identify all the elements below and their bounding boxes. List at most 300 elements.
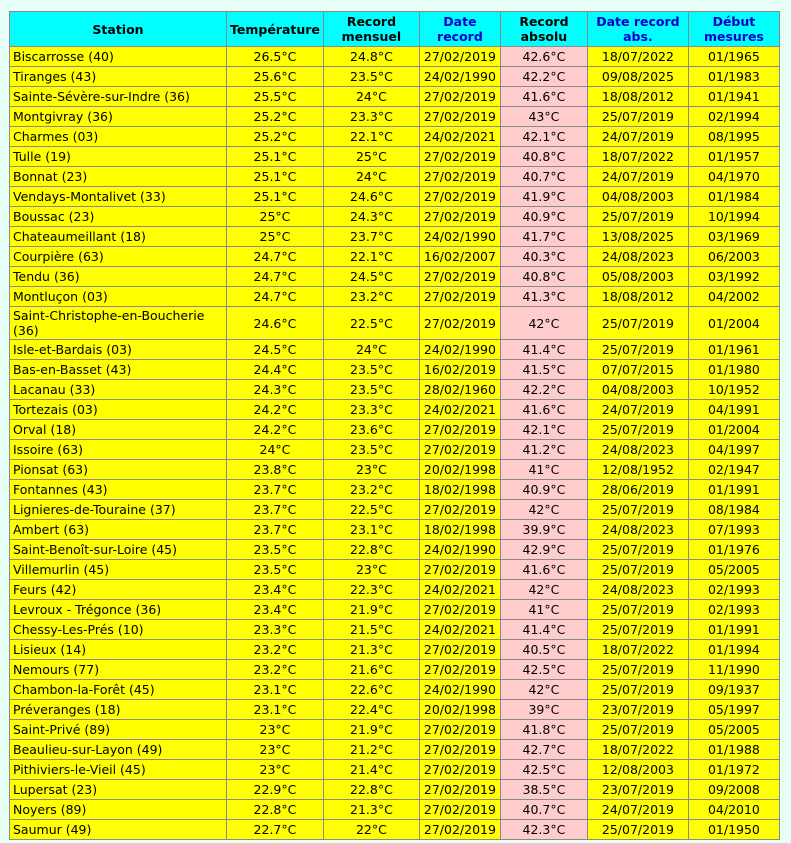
table-row: [10, 620, 780, 640]
cell-record-mensuel: 23.3°C: [323, 107, 419, 127]
cell-station: Montluçon (03): [10, 287, 227, 307]
cell-record-absolu: 42.2°C: [500, 67, 587, 87]
cell-record-mensuel: 24.5°C: [323, 267, 419, 287]
cell-date-record: 24/02/2021: [419, 580, 500, 600]
cell-temperature: 23.5°C: [227, 540, 324, 560]
cell-date-record: 18/02/1998: [419, 480, 500, 500]
cell-debut-mesures: 03/1969: [688, 227, 779, 247]
cell-record-mensuel: 21.9°C: [323, 600, 419, 620]
cell-date-record: 27/02/2019: [419, 660, 500, 680]
cell-date-record: 16/02/2019: [419, 360, 500, 380]
cell-record-absolu: 39°C: [500, 700, 587, 720]
cell-temperature: 23.7°C: [227, 480, 324, 500]
cell-record-mensuel: 23.2°C: [323, 480, 419, 500]
cell-debut-mesures: 02/1993: [688, 580, 779, 600]
cell-debut-mesures: 01/1994: [688, 640, 779, 660]
table-row: [10, 600, 780, 620]
table-body: [10, 47, 780, 840]
cell-date-record: 27/02/2019: [419, 187, 500, 207]
cell-record-absolu: 41°C: [500, 600, 587, 620]
cell-record-mensuel: 23°C: [323, 460, 419, 480]
header-record-absolu[interactable]: Record absolu: [500, 12, 587, 47]
cell-date-record-abs: 25/07/2019: [587, 420, 688, 440]
cell-record-mensuel: 23.5°C: [323, 380, 419, 400]
cell-temperature: 24.7°C: [227, 247, 324, 267]
cell-date-record-abs: 05/08/2003: [587, 267, 688, 287]
cell-debut-mesures: 06/2003: [688, 247, 779, 267]
table-header-row: [10, 12, 780, 47]
cell-temperature: 23°C: [227, 760, 324, 780]
cell-debut-mesures: 01/1984: [688, 187, 779, 207]
cell-temperature: 24.3°C: [227, 380, 324, 400]
table-row: [10, 287, 780, 307]
cell-record-mensuel: 21.2°C: [323, 740, 419, 760]
cell-temperature: 24.2°C: [227, 400, 324, 420]
cell-date-record-abs: 09/08/2025: [587, 67, 688, 87]
cell-debut-mesures: 09/1937: [688, 680, 779, 700]
header-temperature[interactable]: Température: [227, 12, 324, 47]
cell-date-record-abs: 24/07/2019: [587, 127, 688, 147]
cell-record-mensuel: 21.3°C: [323, 800, 419, 820]
cell-date-record: 27/02/2019: [419, 167, 500, 187]
cell-temperature: 23.2°C: [227, 640, 324, 660]
cell-date-record-abs: 24/08/2023: [587, 440, 688, 460]
cell-date-record: 27/02/2019: [419, 800, 500, 820]
cell-date-record-abs: 23/07/2019: [587, 700, 688, 720]
cell-temperature: 22.9°C: [227, 780, 324, 800]
cell-debut-mesures: 10/1994: [688, 207, 779, 227]
cell-date-record: 24/02/1990: [419, 340, 500, 360]
cell-date-record: 27/02/2019: [419, 500, 500, 520]
cell-record-mensuel: 22°C: [323, 820, 419, 840]
cell-date-record-abs: 24/08/2023: [587, 520, 688, 540]
cell-record-mensuel: 22.5°C: [323, 500, 419, 520]
cell-record-mensuel: 24.8°C: [323, 47, 419, 67]
cell-date-record-abs: 25/07/2019: [587, 660, 688, 680]
cell-debut-mesures: 02/1993: [688, 600, 779, 620]
cell-station: Pithiviers-le-Vieil (45): [10, 760, 227, 780]
cell-temperature: 23.3°C: [227, 620, 324, 640]
cell-date-record-abs: 24/07/2019: [587, 167, 688, 187]
cell-temperature: 23°C: [227, 720, 324, 740]
cell-record-absolu: 41.5°C: [500, 360, 587, 380]
cell-record-mensuel: 25°C: [323, 147, 419, 167]
cell-date-record: 27/02/2019: [419, 740, 500, 760]
cell-date-record: 24/02/1990: [419, 540, 500, 560]
cell-date-record-abs: 23/07/2019: [587, 780, 688, 800]
table-row: [10, 520, 780, 540]
cell-temperature: 23.2°C: [227, 660, 324, 680]
table-row: [10, 660, 780, 680]
table-row: [10, 500, 780, 520]
cell-station: Lupersat (23): [10, 780, 227, 800]
header-date-record[interactable]: Date record: [419, 12, 500, 47]
table-row: [10, 780, 780, 800]
cell-date-record-abs: 28/06/2019: [587, 480, 688, 500]
cell-record-absolu: 41.7°C: [500, 227, 587, 247]
cell-debut-mesures: 09/2008: [688, 780, 779, 800]
cell-record-absolu: 43°C: [500, 107, 587, 127]
cell-record-absolu: 41.6°C: [500, 400, 587, 420]
cell-date-record: 27/02/2019: [419, 440, 500, 460]
cell-debut-mesures: 01/1976: [688, 540, 779, 560]
cell-date-record-abs: 24/08/2023: [587, 580, 688, 600]
cell-debut-mesures: 08/1984: [688, 500, 779, 520]
cell-record-mensuel: 22.8°C: [323, 540, 419, 560]
cell-record-absolu: 42°C: [500, 307, 587, 340]
cell-record-absolu: 41.6°C: [500, 560, 587, 580]
table-row: [10, 267, 780, 287]
cell-station: Boussac (23): [10, 207, 227, 227]
table-row: [10, 700, 780, 720]
cell-record-mensuel: 23.5°C: [323, 360, 419, 380]
cell-debut-mesures: 01/1941: [688, 87, 779, 107]
cell-record-mensuel: 22.3°C: [323, 580, 419, 600]
cell-record-absolu: 42.1°C: [500, 420, 587, 440]
cell-record-absolu: 42°C: [500, 580, 587, 600]
cell-record-mensuel: 23.5°C: [323, 67, 419, 87]
cell-station: Préveranges (18): [10, 700, 227, 720]
cell-station: Sainte-Sévère-sur-Indre (36): [10, 87, 227, 107]
cell-station: Tortezais (03): [10, 400, 227, 420]
cell-temperature: 24.6°C: [227, 307, 324, 340]
records-table: [9, 11, 780, 840]
cell-date-record: 27/02/2019: [419, 420, 500, 440]
cell-record-mensuel: 22.8°C: [323, 780, 419, 800]
table-row: [10, 540, 780, 560]
cell-debut-mesures: 01/2004: [688, 307, 779, 340]
cell-station: Bonnat (23): [10, 167, 227, 187]
table-row: [10, 247, 780, 267]
cell-record-absolu: 42.1°C: [500, 127, 587, 147]
cell-debut-mesures: 02/1994: [688, 107, 779, 127]
cell-station: Vendays-Montalivet (33): [10, 187, 227, 207]
table-row: [10, 640, 780, 660]
cell-record-absolu: 42°C: [500, 500, 587, 520]
cell-date-record-abs: 25/07/2019: [587, 600, 688, 620]
cell-date-record: 27/02/2019: [419, 107, 500, 127]
cell-temperature: 23.4°C: [227, 600, 324, 620]
table-row: [10, 207, 780, 227]
cell-debut-mesures: 01/1972: [688, 760, 779, 780]
cell-station: Chessy-Les-Prés (10): [10, 620, 227, 640]
cell-date-record-abs: 04/08/2003: [587, 380, 688, 400]
cell-date-record: 24/02/1990: [419, 67, 500, 87]
cell-record-absolu: 39.9°C: [500, 520, 587, 540]
table-row: [10, 127, 780, 147]
cell-record-mensuel: 21.4°C: [323, 760, 419, 780]
header-date-record-abs[interactable]: Date record abs.: [587, 12, 688, 47]
cell-debut-mesures: 11/1990: [688, 660, 779, 680]
cell-station: Lacanau (33): [10, 380, 227, 400]
cell-debut-mesures: 03/1992: [688, 267, 779, 287]
cell-station: Saint-Benoît-sur-Loire (45): [10, 540, 227, 560]
cell-temperature: 23.7°C: [227, 500, 324, 520]
cell-record-absolu: 42.7°C: [500, 740, 587, 760]
table-row: [10, 760, 780, 780]
cell-date-record: 16/02/2007: [419, 247, 500, 267]
cell-debut-mesures: 01/1991: [688, 620, 779, 640]
cell-temperature: 25°C: [227, 227, 324, 247]
cell-record-mensuel: 22.1°C: [323, 127, 419, 147]
cell-date-record-abs: 18/08/2012: [587, 287, 688, 307]
cell-temperature: 24°C: [227, 440, 324, 460]
cell-record-absolu: 41.6°C: [500, 87, 587, 107]
cell-date-record: 24/02/1990: [419, 680, 500, 700]
cell-station: Orval (18): [10, 420, 227, 440]
cell-debut-mesures: 01/1950: [688, 820, 779, 840]
cell-date-record: 27/02/2019: [419, 600, 500, 620]
cell-record-absolu: 40.9°C: [500, 480, 587, 500]
cell-record-mensuel: 22.4°C: [323, 700, 419, 720]
cell-temperature: 22.7°C: [227, 820, 324, 840]
cell-station: Villemurlin (45): [10, 560, 227, 580]
cell-date-record: 27/02/2019: [419, 267, 500, 287]
cell-temperature: 23.4°C: [227, 580, 324, 600]
cell-station: Nemours (77): [10, 660, 227, 680]
cell-record-mensuel: 22.5°C: [323, 307, 419, 340]
cell-temperature: 24.5°C: [227, 340, 324, 360]
cell-debut-mesures: 01/1980: [688, 360, 779, 380]
table-row: [10, 107, 780, 127]
cell-date-record-abs: 25/07/2019: [587, 107, 688, 127]
cell-date-record: 24/02/2021: [419, 400, 500, 420]
cell-date-record: 20/02/1998: [419, 700, 500, 720]
cell-station: Biscarrosse (40): [10, 47, 227, 67]
cell-record-mensuel: 23°C: [323, 560, 419, 580]
cell-debut-mesures: 10/1952: [688, 380, 779, 400]
cell-record-absolu: 40.9°C: [500, 207, 587, 227]
cell-debut-mesures: 04/1997: [688, 440, 779, 460]
cell-station: Noyers (89): [10, 800, 227, 820]
cell-record-mensuel: 24.3°C: [323, 207, 419, 227]
cell-record-absolu: 41.4°C: [500, 340, 587, 360]
cell-record-mensuel: 21.9°C: [323, 720, 419, 740]
cell-station: Chambon-la-Forêt (45): [10, 680, 227, 700]
cell-debut-mesures: 01/1961: [688, 340, 779, 360]
header-station[interactable]: Station: [10, 12, 227, 47]
cell-date-record: 27/02/2019: [419, 720, 500, 740]
cell-debut-mesures: 01/1965: [688, 47, 779, 67]
table-row: [10, 307, 780, 340]
cell-date-record-abs: 18/07/2022: [587, 640, 688, 660]
cell-record-absolu: 38.5°C: [500, 780, 587, 800]
cell-debut-mesures: 05/1997: [688, 700, 779, 720]
cell-station: Tendu (36): [10, 267, 227, 287]
cell-record-absolu: 41°C: [500, 460, 587, 480]
cell-record-mensuel: 21.3°C: [323, 640, 419, 660]
cell-date-record-abs: 25/07/2019: [587, 540, 688, 560]
cell-date-record: 27/02/2019: [419, 47, 500, 67]
cell-temperature: 26.5°C: [227, 47, 324, 67]
cell-station: Pionsat (63): [10, 460, 227, 480]
cell-record-absolu: 40.7°C: [500, 800, 587, 820]
cell-date-record: 27/02/2019: [419, 640, 500, 660]
table-row: [10, 800, 780, 820]
cell-temperature: 25.1°C: [227, 167, 324, 187]
table-row: [10, 380, 780, 400]
cell-station: Feurs (42): [10, 580, 227, 600]
cell-date-record-abs: 25/07/2019: [587, 820, 688, 840]
cell-debut-mesures: 04/2002: [688, 287, 779, 307]
cell-record-mensuel: 23.6°C: [323, 420, 419, 440]
cell-date-record-abs: 25/07/2019: [587, 560, 688, 580]
cell-debut-mesures: 07/1993: [688, 520, 779, 540]
cell-station: Isle-et-Bardais (03): [10, 340, 227, 360]
cell-record-absolu: 40.7°C: [500, 167, 587, 187]
cell-record-absolu: 42.5°C: [500, 660, 587, 680]
table-row: [10, 740, 780, 760]
cell-temperature: 25.2°C: [227, 107, 324, 127]
cell-temperature: 24.7°C: [227, 287, 324, 307]
cell-temperature: 23.1°C: [227, 700, 324, 720]
table-row: [10, 67, 780, 87]
cell-debut-mesures: 04/1970: [688, 167, 779, 187]
cell-temperature: 25.1°C: [227, 187, 324, 207]
cell-station: Saint-Christophe-en-Boucherie (36): [10, 307, 227, 340]
cell-debut-mesures: 05/2005: [688, 720, 779, 740]
cell-record-mensuel: 21.5°C: [323, 620, 419, 640]
cell-date-record-abs: 04/08/2003: [587, 187, 688, 207]
cell-record-mensuel: 23.5°C: [323, 440, 419, 460]
table-row: [10, 47, 780, 67]
cell-temperature: 25°C: [227, 207, 324, 227]
cell-date-record: 20/02/1998: [419, 460, 500, 480]
cell-station: Lisieux (14): [10, 640, 227, 660]
table-row: [10, 227, 780, 247]
cell-date-record-abs: 25/07/2019: [587, 680, 688, 700]
table-row: [10, 580, 780, 600]
table-row: [10, 167, 780, 187]
table-row: [10, 420, 780, 440]
cell-record-mensuel: 23.1°C: [323, 520, 419, 540]
cell-temperature: 23.7°C: [227, 520, 324, 540]
cell-record-absolu: 41.2°C: [500, 440, 587, 460]
table-row: [10, 460, 780, 480]
cell-record-absolu: 42.5°C: [500, 760, 587, 780]
cell-temperature: 24.7°C: [227, 267, 324, 287]
cell-station: Issoire (63): [10, 440, 227, 460]
table-row: [10, 147, 780, 167]
table-row: [10, 560, 780, 580]
cell-date-record: 27/02/2019: [419, 287, 500, 307]
cell-date-record-abs: 24/08/2023: [587, 247, 688, 267]
cell-station: Beaulieu-sur-Layon (49): [10, 740, 227, 760]
cell-record-absolu: 40.8°C: [500, 267, 587, 287]
cell-debut-mesures: 01/1988: [688, 740, 779, 760]
cell-date-record-abs: 24/07/2019: [587, 400, 688, 420]
cell-date-record: 18/02/1998: [419, 520, 500, 540]
cell-date-record-abs: 18/08/2012: [587, 87, 688, 107]
cell-record-absolu: 41.4°C: [500, 620, 587, 640]
cell-date-record: 27/02/2019: [419, 147, 500, 167]
table-row: [10, 87, 780, 107]
table-row: [10, 440, 780, 460]
cell-record-absolu: 40.8°C: [500, 147, 587, 167]
cell-record-absolu: 42.6°C: [500, 47, 587, 67]
cell-date-record-abs: 12/08/1952: [587, 460, 688, 480]
cell-date-record-abs: 25/07/2019: [587, 500, 688, 520]
cell-debut-mesures: 01/2004: [688, 420, 779, 440]
cell-station: Levroux - Trégonce (36): [10, 600, 227, 620]
header-record-mensuel[interactable]: Record mensuel: [323, 12, 419, 47]
cell-debut-mesures: 01/1983: [688, 67, 779, 87]
header-debut-mesures[interactable]: Début mesures: [688, 12, 779, 47]
cell-date-record-abs: 25/07/2019: [587, 720, 688, 740]
cell-date-record-abs: 18/07/2022: [587, 147, 688, 167]
cell-date-record: 24/02/1990: [419, 227, 500, 247]
cell-station: Lignieres-de-Touraine (37): [10, 500, 227, 520]
table-row: [10, 360, 780, 380]
cell-station: Courpière (63): [10, 247, 227, 267]
cell-station: Charmes (03): [10, 127, 227, 147]
cell-date-record-abs: 13/08/2025: [587, 227, 688, 247]
cell-record-mensuel: 24°C: [323, 167, 419, 187]
cell-date-record: 27/02/2019: [419, 87, 500, 107]
cell-temperature: 25.5°C: [227, 87, 324, 107]
cell-date-record: 28/02/1960: [419, 380, 500, 400]
cell-record-absolu: 41.3°C: [500, 287, 587, 307]
table-row: [10, 820, 780, 840]
cell-date-record-abs: 25/07/2019: [587, 307, 688, 340]
cell-station: Ambert (63): [10, 520, 227, 540]
cell-date-record-abs: 25/07/2019: [587, 340, 688, 360]
cell-station: Chateaumeillant (18): [10, 227, 227, 247]
table-row: [10, 480, 780, 500]
cell-record-mensuel: 23.7°C: [323, 227, 419, 247]
table-row: [10, 680, 780, 700]
cell-record-absolu: 40.3°C: [500, 247, 587, 267]
cell-station: Saint-Privé (89): [10, 720, 227, 740]
table-row: [10, 720, 780, 740]
cell-record-absolu: 40.5°C: [500, 640, 587, 660]
cell-date-record: 24/02/2021: [419, 127, 500, 147]
cell-record-absolu: 42.2°C: [500, 380, 587, 400]
cell-date-record: 27/02/2019: [419, 820, 500, 840]
cell-date-record-abs: 18/07/2022: [587, 740, 688, 760]
cell-record-absolu: 42.3°C: [500, 820, 587, 840]
cell-temperature: 23.5°C: [227, 560, 324, 580]
cell-station: Tulle (19): [10, 147, 227, 167]
cell-date-record-abs: 25/07/2019: [587, 207, 688, 227]
cell-record-absolu: 42°C: [500, 680, 587, 700]
cell-temperature: 25.1°C: [227, 147, 324, 167]
cell-date-record-abs: 07/07/2015: [587, 360, 688, 380]
cell-station: Bas-en-Basset (43): [10, 360, 227, 380]
cell-date-record: 27/02/2019: [419, 560, 500, 580]
cell-temperature: 25.6°C: [227, 67, 324, 87]
cell-record-mensuel: 24.6°C: [323, 187, 419, 207]
cell-date-record: 27/02/2019: [419, 780, 500, 800]
cell-date-record-abs: 12/08/2003: [587, 760, 688, 780]
cell-temperature: 23.1°C: [227, 680, 324, 700]
cell-record-absolu: 41.8°C: [500, 720, 587, 740]
cell-temperature: 23.8°C: [227, 460, 324, 480]
cell-record-mensuel: 21.6°C: [323, 660, 419, 680]
cell-temperature: 23°C: [227, 740, 324, 760]
cell-record-absolu: 42.9°C: [500, 540, 587, 560]
cell-station: Montgivray (36): [10, 107, 227, 127]
cell-debut-mesures: 01/1991: [688, 480, 779, 500]
cell-debut-mesures: 05/2005: [688, 560, 779, 580]
cell-station: Tiranges (43): [10, 67, 227, 87]
cell-date-record: 27/02/2019: [419, 760, 500, 780]
cell-record-mensuel: 22.6°C: [323, 680, 419, 700]
cell-temperature: 24.4°C: [227, 360, 324, 380]
cell-record-mensuel: 23.3°C: [323, 400, 419, 420]
table-row: [10, 400, 780, 420]
cell-record-mensuel: 23.2°C: [323, 287, 419, 307]
